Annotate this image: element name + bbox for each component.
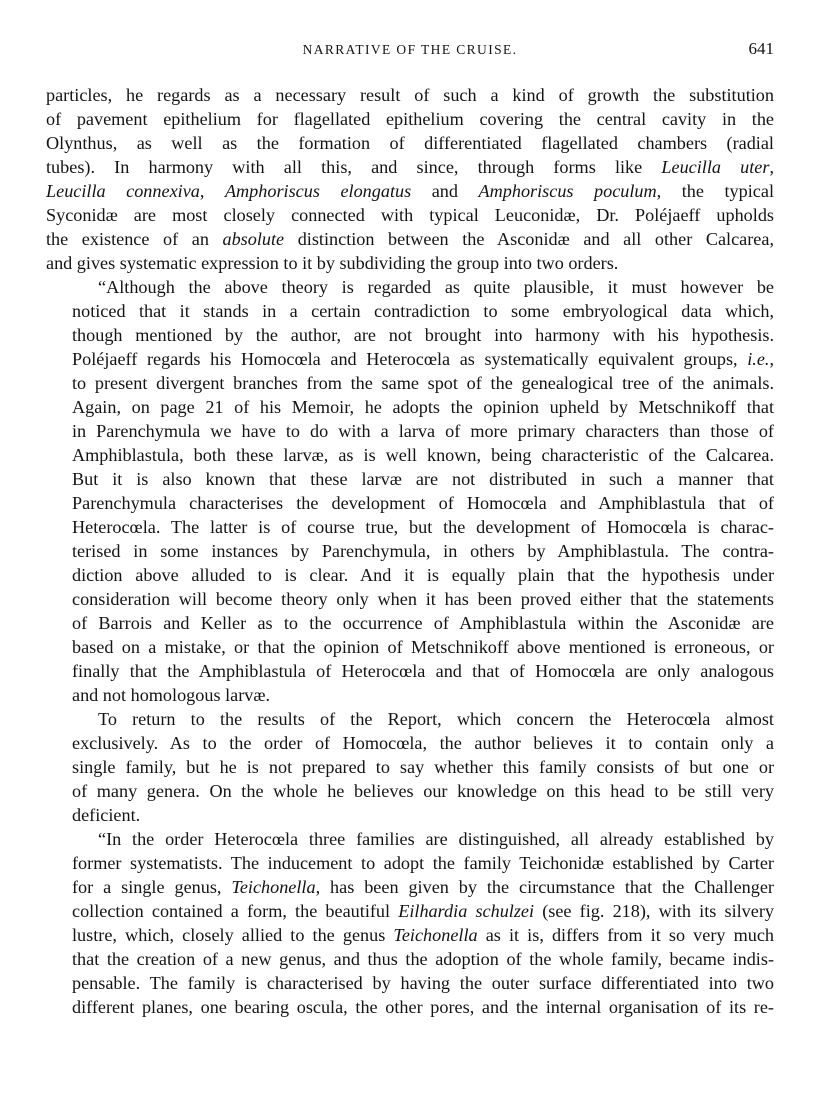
text-run: Parenchymula characterises the development of Homocœla and Amphiblastula that of [72,493,774,513]
text-run: and [411,181,479,201]
text-run: single family, but he is not prepared to say whether this family consists of but one or [72,757,774,777]
page-number: 641 [748,39,774,58]
text-line [46,347,774,371]
text-run: (see fig. 218), with its silvery [534,901,774,921]
text-run: , the typical [656,181,774,201]
text-line [46,371,774,395]
text-run: But it is also known that these larvæ are not distributed in such a manner that [72,469,774,489]
text-line [46,107,774,131]
paragraph [46,275,774,707]
text-line [46,203,774,227]
text-line [46,923,774,947]
text-line [46,803,774,827]
text-line [46,443,774,467]
text-line [46,587,774,611]
italic-term: Leucilla uter [661,157,770,177]
italic-term: Amphoriscus poculum [478,181,657,201]
text-line [46,563,774,587]
text-run: of pavement epithelium for flagellated epithelium covering the central cavity in the [46,109,774,129]
text-run: Syconidæ are most closely connected with typical Leuconidæ, Dr. Poléjaeff upholds [46,205,774,225]
italic-term: Amphoriscus elongatus [224,181,412,201]
running-title: NARRATIVE OF THE CRUISE. [302,42,518,57]
text-run: distinction between the Asconidæ and all other Calcarea, [284,229,774,249]
text-run: , [769,157,774,177]
text-run: based on a mistake, or that the opinion of Metschnikoff above mentioned is erroneous, or [72,637,774,657]
text-run: “Although the above theory is regarded as quite plausible, it must however be [98,277,774,297]
body-text [46,83,774,1019]
text-line [46,875,774,899]
text-run: , has been given by the circumstance that the Challenger [315,877,774,897]
text-run: and gives systematic expression to it by subdividing the group into two orders. [46,253,619,273]
text-run: , [199,181,225,201]
text-line [46,323,774,347]
text-run: noticed that it stands in a certain contradiction to some embryological data which, [72,301,774,321]
text-line [46,659,774,683]
text-run: to present divergent branches from the same spot of the genealogical tree of the animals. [72,373,774,393]
italic-term: Teichonella [231,877,316,897]
text-line [46,731,774,755]
text-line [46,611,774,635]
text-line [46,971,774,995]
text-run: for a single genus, [72,877,232,897]
text-run: terised in some instances by Parenchymula, in others by Amphiblastula. The contra- [72,541,774,561]
text-line [46,83,774,107]
text-run: pensable. The family is characterised by having the outer surface differentiated into two [72,973,774,993]
text-line [46,755,774,779]
text-run: lustre, which, closely allied to the genus [72,925,394,945]
text-run: To return to the results of the Report, which concern the Heterocœla almost [98,709,774,729]
text-line [46,995,774,1019]
paragraph [46,827,774,1019]
text-run: finally that the Amphiblastula of Heterocœla and that of Homocœla are only analogous [72,661,774,681]
text-line [46,779,774,803]
text-line [46,827,774,851]
text-line [46,491,774,515]
text-run: diction above alluded to is clear. And it is equally plain that the hypothesis under [72,565,774,585]
text-line [46,635,774,659]
text-run: the existence of an [46,229,223,249]
italic-term: i.e. [747,349,770,369]
text-run: though mentioned by the author, are not brought into harmony with his hypothesis. [72,325,774,345]
text-run: former systematists. The inducement to adopt the family Teichonidæ established by Carter [72,853,774,873]
text-line [46,515,774,539]
italic-term: Leucilla connexiva [46,181,200,201]
text-line [46,155,774,179]
text-line [46,251,774,275]
text-line [46,299,774,323]
text-line [46,947,774,971]
text-line [46,275,774,299]
italic-term: Eilhardia schulzei [398,901,535,921]
text-run: particles, he regards as a necessary result of such a kind of growth the substitution [46,85,774,105]
text-run: Heterocœla. The latter is of course true, but the development of Homocœla is charac- [72,517,774,537]
paragraph [46,83,774,275]
text-line [46,899,774,923]
text-run: in Parenchymula we have to do with a larva of more primary characters than those of [72,421,774,441]
text-run: Amphiblastula, both these larvæ, as is well known, being characteristic of the Calcarea. [72,445,774,465]
text-run: , [769,349,774,369]
text-run: consideration will become theory only when it has been proved either that the statements [72,589,774,609]
text-line [46,395,774,419]
text-run: tubes). In harmony with all this, and since, through forms like [46,157,662,177]
text-run: deficient. [72,805,141,825]
text-line [46,683,774,707]
text-line [46,707,774,731]
text-line [46,131,774,155]
text-run: Poléjaeff regards his Homocœla and Heterocœla as systematically equivalent groups, [72,349,748,369]
text-run: Again, on page 21 of his Memoir, he adopts the opinion upheld by Metschnikoff that [72,397,774,417]
text-run: of many genera. On the whole he believes our knowledge on this head to be still very [72,781,774,801]
text-run: Olynthus, as well as the formation of differentiated flagellated chambers (radial [46,133,774,153]
text-line [46,539,774,563]
text-run: “In the order Heterocœla three families are distinguished, all already established by [98,829,774,849]
text-line [46,851,774,875]
running-head [46,38,774,62]
italic-term: Teichonella [393,925,478,945]
text-run: different planes, one bearing oscula, the other pores, and the internal organisation of its re- [72,997,774,1017]
text-run: as it is, differs from it so very much [477,925,774,945]
text-run: collection contained a form, the beautiful [72,901,399,921]
text-run: that the creation of a new genus, and thus the adoption of the whole family, became indis- [72,949,774,969]
text-run: of Barrois and Keller as to the occurrence of Amphiblastula within the Asconidæ are [72,613,774,633]
paragraph [46,707,774,827]
text-line [46,419,774,443]
text-line [46,467,774,491]
italic-term: absolute [222,229,285,249]
text-line [46,179,774,203]
text-line [46,227,774,251]
text-run: and not homologous larvæ. [72,685,271,705]
text-run: exclusively. As to the order of Homocœla, the author believes it to contain only a [72,733,774,753]
